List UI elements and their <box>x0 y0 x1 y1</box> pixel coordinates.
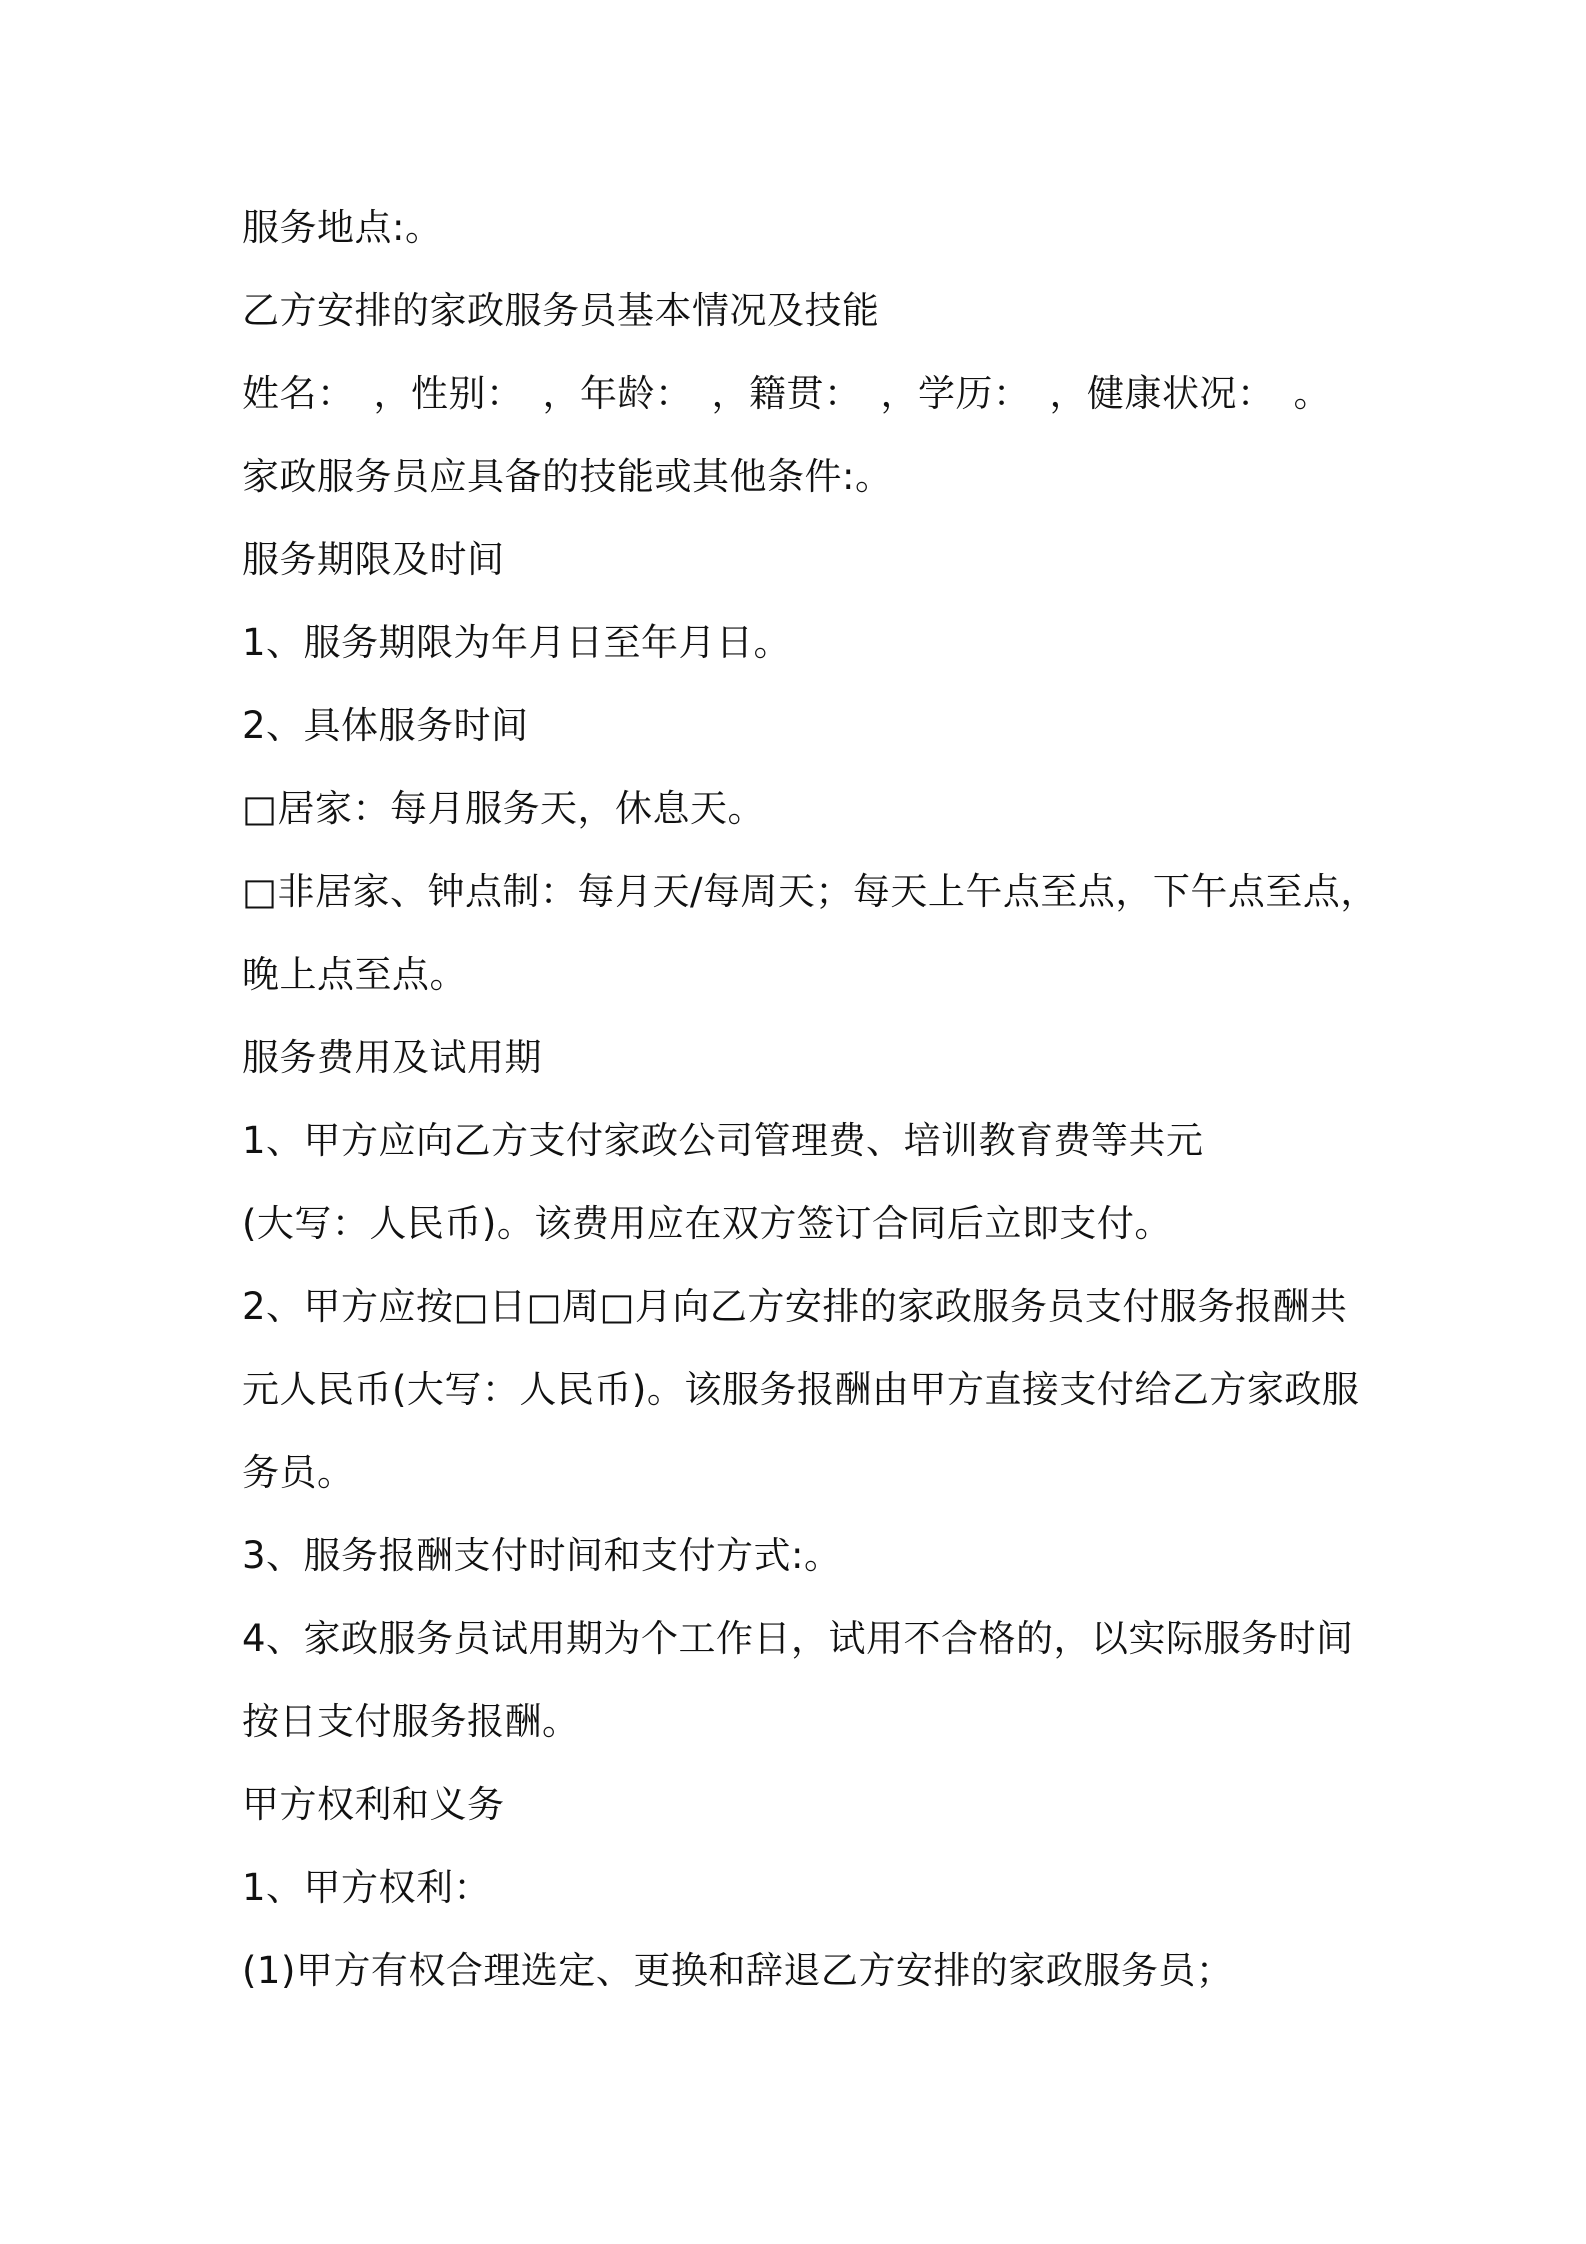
service-period-item-2: 2、具体服务时间 <box>242 704 529 747</box>
hourly-option-line: □非居家、钟点制：每月天/每周天；每天上午点至点，下午点至点， <box>242 870 1378 913</box>
service-location-line: 服务地点:。 <box>242 206 443 249</box>
fees-item-2-cont-2: 务员。 <box>242 1451 355 1494</box>
live-in-option-line: □居家：每月服务天，休息天。 <box>242 787 765 830</box>
hourly-option-line-cont: 晚上点至点。 <box>242 953 467 996</box>
fees-item-3: 3、服务报酬支付时间和支付方式:。 <box>242 1534 842 1577</box>
fees-item-4-cont: 按日支付服务报酬。 <box>242 1700 580 1743</box>
worker-skills-line: 家政服务员应具备的技能或其他条件:。 <box>242 455 893 498</box>
fees-item-1: 1、甲方应向乙方支付家政公司管理费、培训教育费等共元 <box>242 1119 1204 1162</box>
service-period-item-1: 1、服务期限为年月日至年月日。 <box>242 621 792 664</box>
fees-item-1-cont: (大写：人民币)。该费用应在双方签订合同后立即支付。 <box>242 1202 1172 1245</box>
party-a-rights-subitem-1: (1)甲方有权合理选定、更换和辞退乙方安排的家政服务员； <box>242 1949 1234 1992</box>
party-a-rights-item-1: 1、甲方权利： <box>242 1866 492 1909</box>
fees-heading: 服务费用及试用期 <box>242 1036 542 1079</box>
service-period-heading: 服务期限及时间 <box>242 538 505 581</box>
party-a-rights-heading: 甲方权利和义务 <box>242 1783 505 1826</box>
fees-item-2-cont: 元人民币(大写：人民币)。该服务报酬由甲方直接支付给乙方家政服 <box>242 1368 1360 1411</box>
fees-item-2: 2、甲方应按□日□周□月向乙方安排的家政服务员支付服务报酬共 <box>242 1285 1348 1328</box>
fees-item-4: 4、家政服务员试用期为个工作日，试用不合格的，以实际服务时间 <box>242 1617 1354 1660</box>
worker-info-heading: 乙方安排的家政服务员基本情况及技能 <box>242 289 880 332</box>
worker-details-line: 姓名： ，性别： ，年龄： ，籍贯： ，学历： ，健康状况： 。 <box>242 372 1331 415</box>
